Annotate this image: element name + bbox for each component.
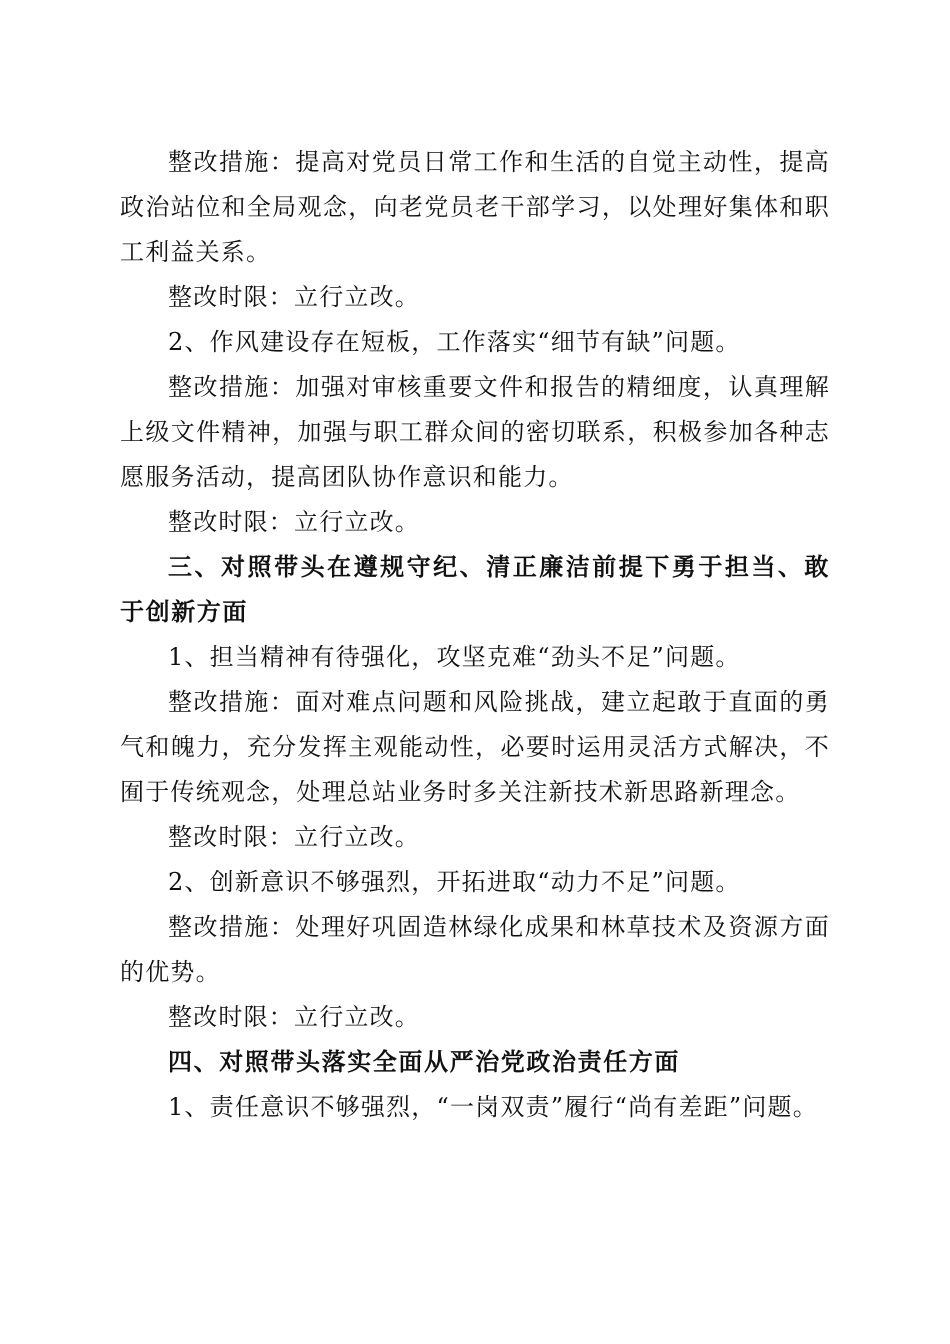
- paragraph-measures-2: 整改措施：加强对审核重要文件和报告的精细度，认真理解上级文件精神，加强与职工群众间的密切联系，积极参加各种志愿服务活动，提高团队协作意识和能力。: [120, 373, 830, 491]
- paragraph-issue-3-2: 2、创新意识不够强烈，开拓进取“动力不足”问题。: [168, 868, 741, 896]
- document-body: [120, 140, 830, 1130]
- paragraph-issue-2: 2、作风建设存在短板，工作落实“细节有缺”问题。: [168, 328, 741, 356]
- paragraph-deadline-3-2: 整改时限：立行立改。: [168, 1003, 420, 1031]
- section-heading-4: 四、对照带头落实全面从严治党政治责任方面: [168, 1048, 680, 1076]
- paragraph-issue-3-1: 1、担当精神有待强化，攻坚克难“劲头不足”问题。: [168, 643, 741, 671]
- paragraph-deadline-1: 整改时限：立行立改。: [168, 283, 420, 311]
- paragraph-deadline-3-1: 整改时限：立行立改。: [168, 823, 420, 851]
- paragraph-issue-4-1: 1、责任意识不够强烈，“一岗双责”履行“尚有差距”问题。: [168, 1093, 818, 1121]
- paragraph-deadline-2: 整改时限：立行立改。: [168, 508, 420, 536]
- section-heading-3: 三、对照带头在遵规守纪、清正廉洁前提下勇于担当、敢于创新方面: [120, 553, 830, 626]
- paragraph-measures-1: 整改措施：提高对党员日常工作和生活的自觉主动性，提高政治站位和全局观念，向老党员老干部学习，以处理好集体和职工利益关系。: [120, 148, 830, 266]
- paragraph-measures-3-2: 整改措施：处理好巩固造林绿化成果和林草技术及资源方面的优势。: [120, 913, 830, 986]
- paragraph-measures-3-1: 整改措施：面对难点问题和风险挑战，建立起敢于直面的勇气和魄力，充分发挥主观能动性，必要时运用灵活方式解决，不囿于传统观念，处理总站业务时多关注新技术新思路新理念。: [120, 688, 830, 806]
